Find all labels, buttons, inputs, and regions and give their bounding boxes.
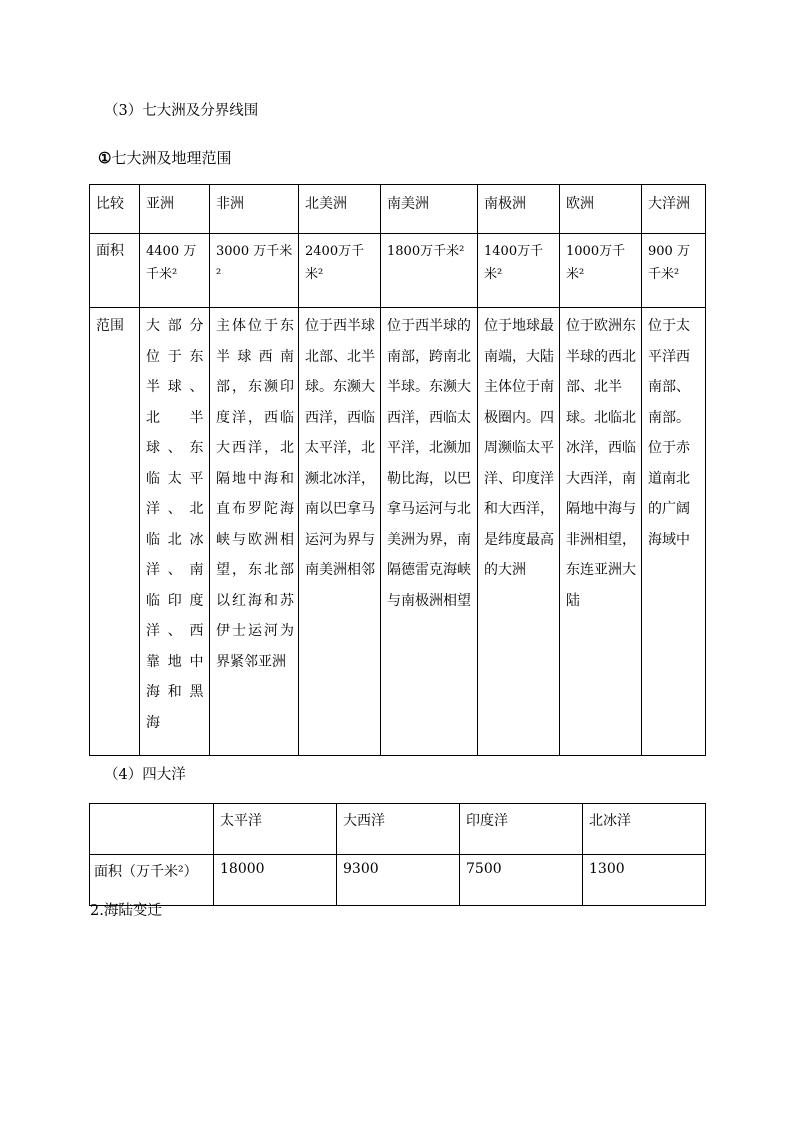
row-label: 范围 <box>90 308 140 756</box>
range-cell: 位于欧洲东半球的西北部、北半球。北临北冰洋，西临大西洋，南隔地中海与非洲相望，东连亚洲大陆 <box>560 308 642 756</box>
header-cell: 北美洲 <box>299 185 381 234</box>
area-cell: 900 万千米² <box>642 234 706 308</box>
row-label: 面积 <box>90 234 140 308</box>
table-row-area <box>90 234 706 308</box>
header-cell: 比较 <box>90 185 140 234</box>
header-cell: 太平洋 <box>214 804 337 855</box>
range-cell: 位于西半球北部、北半球。东濒大西洋，西临太平洋，北濒北冰洋，南以巴拿马运河为界与南美洲相邻 <box>299 308 381 756</box>
header-cell: 非洲 <box>210 185 299 234</box>
subsection-heading <box>98 148 231 168</box>
range-cell: 位于西半球的南部，跨南北半球。东濒大西洋，西临太平洋，北濒加勒比海，以巴拿马运河与北美洲为界，南隔德雷克海峡与南极洲相望 <box>381 308 478 756</box>
range-cell: 大部分位于东半球、北半球、东临太平洋、北临北冰洋、南临印度洋、西靠地中海和黑海 <box>140 308 210 756</box>
header-cell: 北冰洋 <box>583 804 706 855</box>
row-label: 面积（万千米²） <box>90 855 214 906</box>
header-cell: 印度洋 <box>460 804 583 855</box>
area-cell: 3000 万千米² <box>210 234 299 308</box>
header-cell <box>90 804 214 855</box>
area-cell: 1300 <box>583 855 706 906</box>
subsection-heading-text: 七大洲及地理范围 <box>111 149 232 167</box>
range-cell: 位于地球最南端，大陆主体位于南极圈内。四周濒临太平洋、印度洋和大西洋，是纬度最高的大洲 <box>478 308 560 756</box>
range-cell: 主体位于东半球西南部，东濒印度洋，西临大西洋，北隔地中海和直布罗陀海峡与欧洲相望，东北部以红海和苏伊士运河为界紧邻亚洲 <box>210 308 299 756</box>
area-cell: 4400 万千米² <box>140 234 210 308</box>
area-cell: 1400万千米² <box>478 234 560 308</box>
header-cell: 南极洲 <box>478 185 560 234</box>
area-cell: 1000万千米² <box>560 234 642 308</box>
section-heading-sea-land-change: 2.海陆变迁 <box>90 903 162 919</box>
area-cell: 7500 <box>460 855 583 906</box>
header-cell: 欧洲 <box>560 185 642 234</box>
header-cell: 南美洲 <box>381 185 478 234</box>
table-row-area <box>90 855 706 906</box>
table-header-row <box>90 804 706 855</box>
area-cell: 1800万千米² <box>381 234 478 308</box>
continents-table <box>89 184 706 756</box>
table-header-row <box>90 185 706 234</box>
header-cell: 亚洲 <box>140 185 210 234</box>
oceans-table <box>89 803 706 906</box>
area-cell: 2400万千米² <box>299 234 381 308</box>
header-cell: 大洋洲 <box>642 185 706 234</box>
range-cell: 位于太平洋西南部、南部。位于赤道南北的广阔海域中 <box>642 308 706 756</box>
circled-number-marker: ① <box>98 149 112 167</box>
header-cell: 大西洋 <box>337 804 460 855</box>
table-row-range <box>90 308 706 756</box>
area-cell: 18000 <box>214 855 337 906</box>
area-cell: 9300 <box>337 855 460 906</box>
section-heading-oceans: （4）四大洋 <box>104 767 186 783</box>
section-heading-continents: （3）七大洲及分界线围 <box>104 103 259 119</box>
